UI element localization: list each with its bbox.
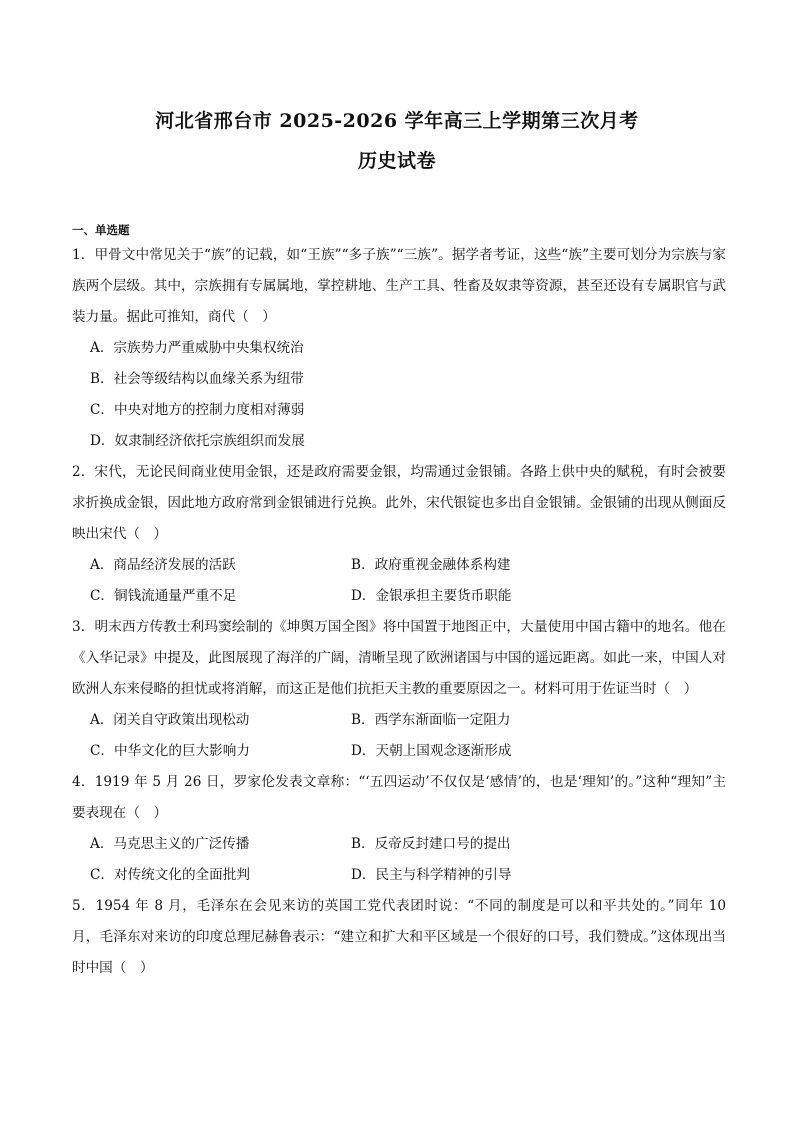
section-heading: 一、单选题 — [72, 223, 130, 237]
option-c[interactable]: C．中央对地方的控制力度相对薄弱 — [90, 402, 305, 418]
question-1 — [72, 240, 726, 457]
option-a[interactable]: A．宗族势力严重威胁中央集权统治 — [90, 340, 304, 356]
exam-title: 河北省邢台市 2025-2026 学年高三上学期第三次月考 — [155, 110, 639, 132]
option-c[interactable]: C．对传统文化的全面批判 — [90, 867, 250, 883]
option-b[interactable]: B．反帝反封建口号的提出 — [351, 836, 511, 852]
option-d[interactable]: D．民主与科学精神的引导 — [351, 867, 512, 883]
option-d[interactable]: D．奴隶制经济依托宗族组织而发展 — [90, 433, 305, 449]
option-list — [72, 333, 726, 457]
question-stem: 5．1954 年 8 月，毛泽东在会见来访的英国工党代表团时说：“不同的制度是可以和平共处的。”同年 10 月，毛泽东对来访的印度总理尼赫鲁表示：“建立和扩大和平区域是一个很好的口号，我们赞成。”这体现出当时中国（ ） — [72, 898, 726, 976]
option-b[interactable]: B．政府重视金融体系构建 — [351, 557, 511, 573]
question-3 — [72, 612, 726, 767]
exam-subject-title: 历史试卷 — [357, 150, 436, 172]
question-stem: 3．明末西方传教士利玛窦绘制的《坤舆万国全图》将中国置于地图正中，大量使用中国古籍中的地名。他在《入华记录》中提及，此图展现了海洋的广阔，清晰呈现了欧洲诸国与中国的遥远距离。如此一来，中国人对欧洲人东来侵略的担忧或将消解，而这正是他们抗拒天主教的重要原因之一。材料可用于佐证当时（ ） — [72, 619, 726, 697]
question-stem: 2．宋代，无论民间商业使用金银，还是政府需要金银，均需通过金银铺。各路上供中央的赋税，有时会被要求折换成金银，因此地方政府常到金银铺进行兑换。此外，宋代银锭也多出自金银铺。金银铺的出现从侧面反映出宋代（ ） — [72, 464, 726, 542]
option-b[interactable]: B．西学东渐面临一定阻力 — [351, 712, 511, 728]
question-2 — [72, 457, 726, 612]
option-grid — [72, 550, 726, 612]
option-a[interactable]: A．马克思主义的广泛传播 — [90, 836, 250, 852]
option-d[interactable]: D．天朝上国观念逐渐形成 — [351, 743, 512, 759]
option-d[interactable]: D．金银承担主要货币职能 — [351, 588, 512, 604]
option-grid — [72, 705, 726, 767]
option-a[interactable]: A．闭关自守政策出现松动 — [90, 712, 250, 728]
option-grid — [72, 829, 726, 891]
exam-content — [72, 220, 726, 984]
question-5 — [72, 891, 726, 984]
option-b[interactable]: B．社会等级结构以血缘关系为纽带 — [90, 371, 304, 387]
question-stem: 1．甲骨文中常见关于“族”的记载，如“王族”“多子族”“三族”。据学者考证，这些“族”主要可划分为宗族与家族两个层级。其中，宗族拥有专属属地，掌控耕地、生产工具、牲畜及奴隶等资源，甚至还设有专属职官与武装力量。据此可推知，商代（ ） — [72, 247, 726, 325]
option-c[interactable]: C．中华文化的巨大影响力 — [90, 743, 250, 759]
option-a[interactable]: A．商品经济发展的活跃 — [90, 557, 236, 573]
question-4 — [72, 767, 726, 891]
question-stem: 4．1919 年 5 月 26 日，罗家伦发表文章称：“‘五四运动’不仅仅是‘感情’的，也是‘理知’的。”这种“理知”主要表现在（ ） — [72, 774, 726, 821]
option-c[interactable]: C．铜钱流通量严重不足 — [90, 588, 237, 604]
